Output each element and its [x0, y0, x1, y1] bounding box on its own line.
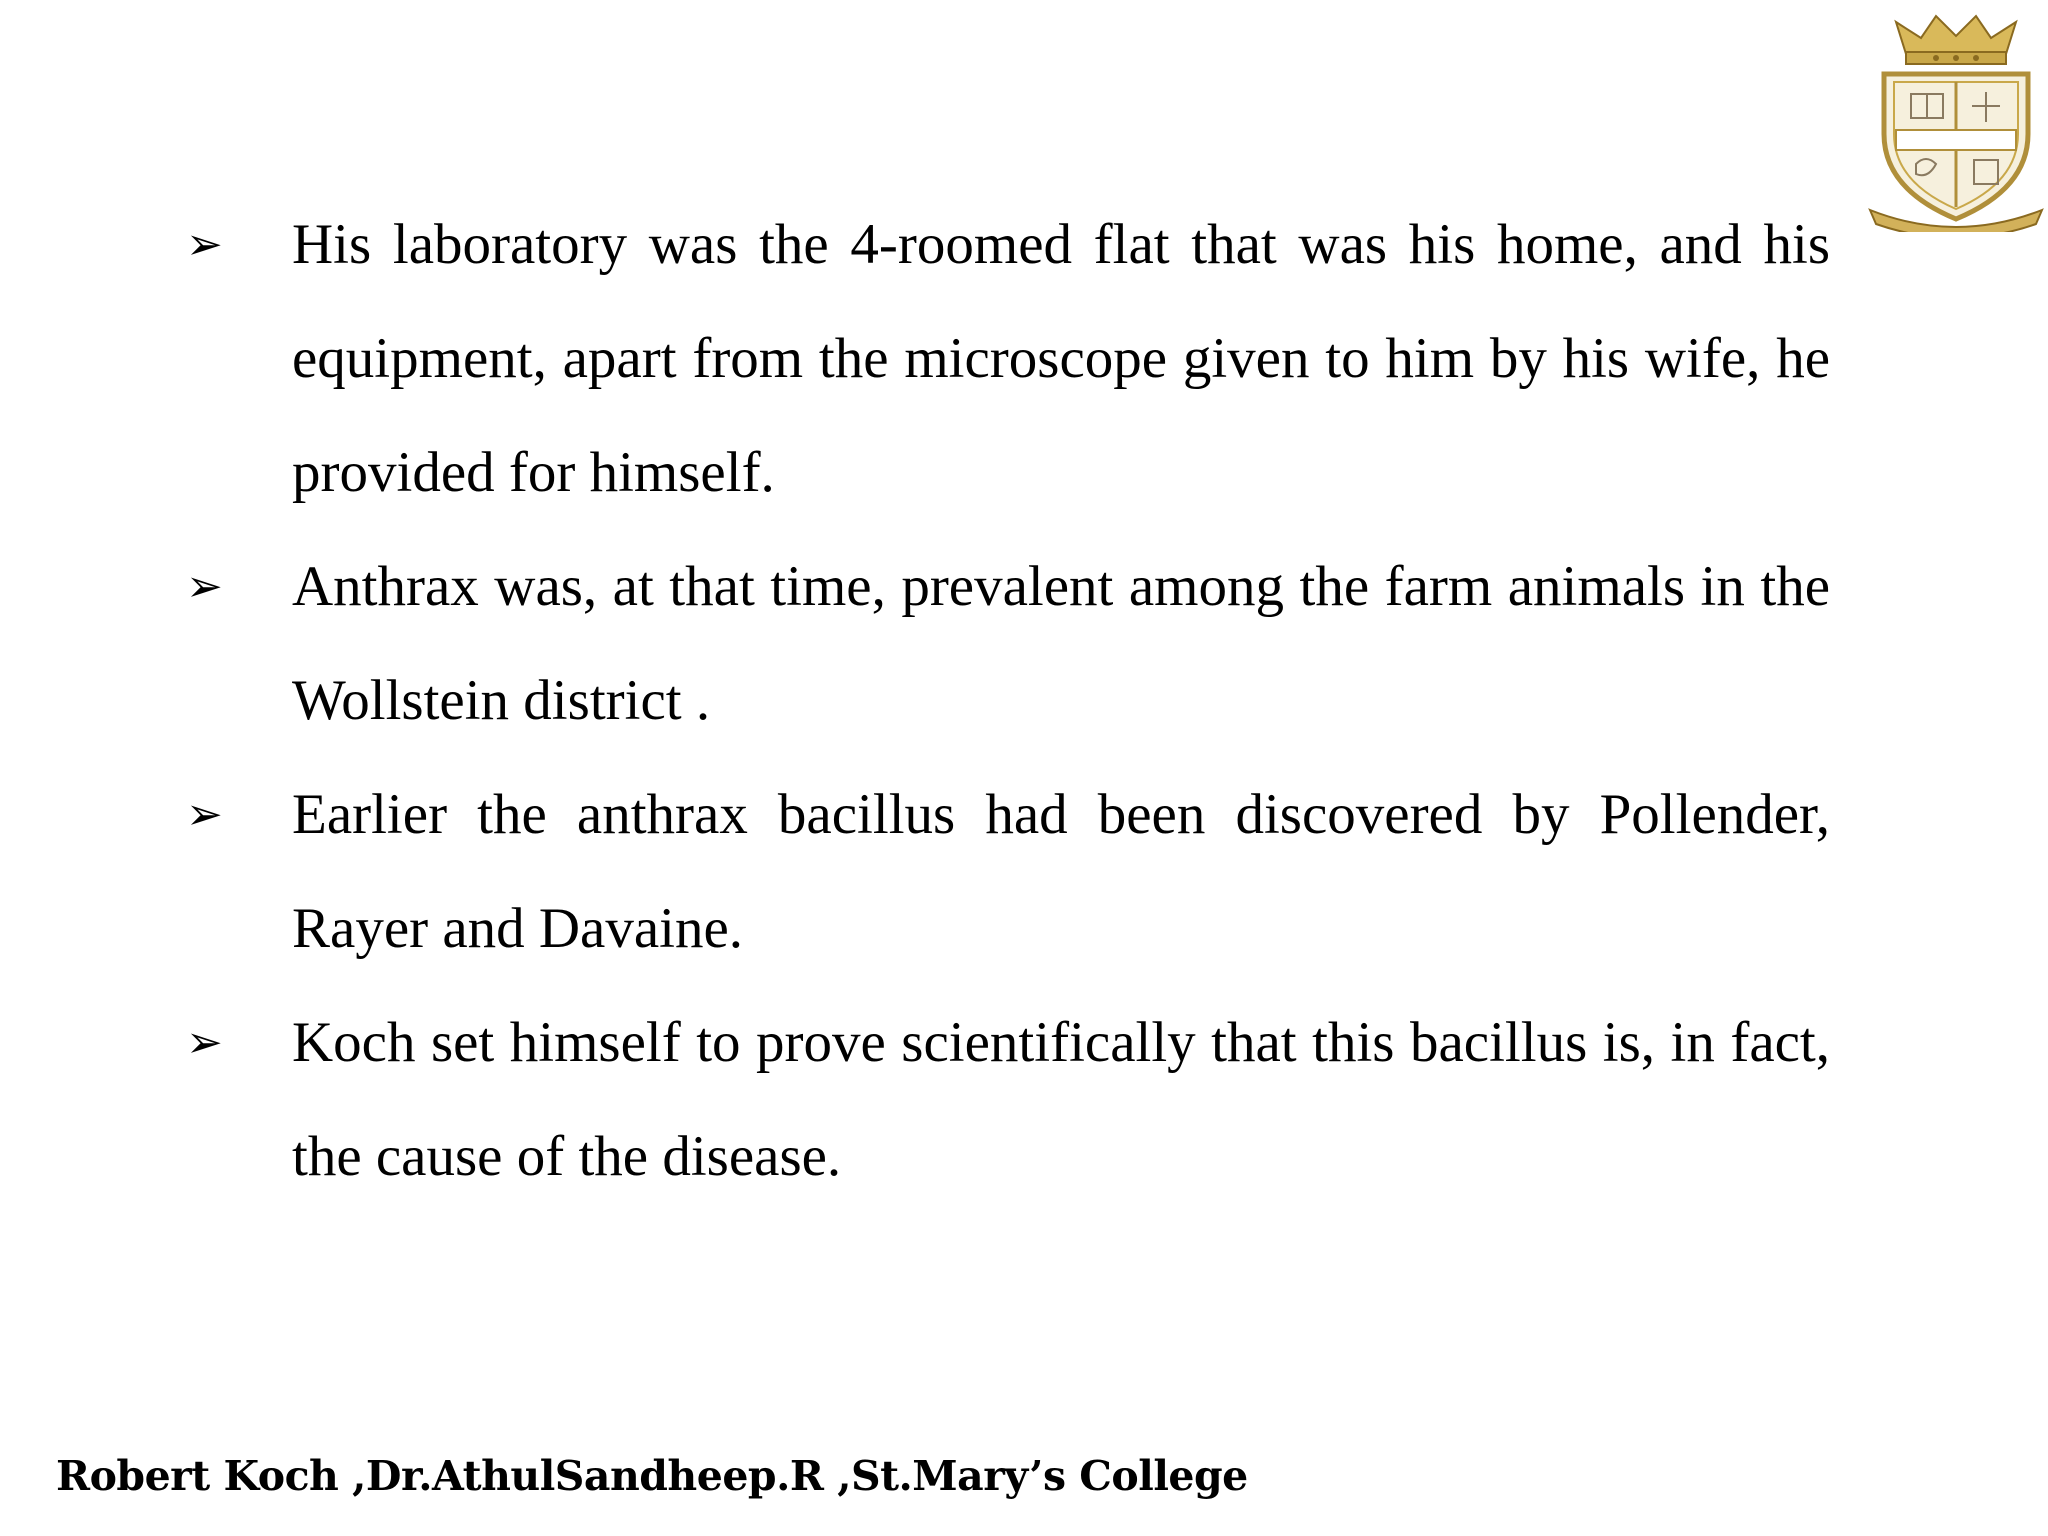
arrow-bullet-icon: ➢	[186, 561, 223, 612]
bullet-item	[186, 530, 1830, 758]
college-crest-icon	[1866, 14, 2046, 232]
bullet-text: Anthrax was, at that time, prevalent among the farm animals in the Wollstein district .	[292, 555, 1830, 732]
bullet-item	[186, 986, 1830, 1214]
bullet-item	[186, 188, 1830, 530]
bullet-text: Earlier the anthrax bacillus had been discovered by Pollender, Rayer and Davaine.	[292, 783, 1830, 960]
arrow-bullet-icon: ➢	[186, 219, 223, 270]
arrow-bullet-icon: ➢	[186, 1017, 223, 1068]
bullet-text: Koch set himself to prove scientifically that this bacillus is, in fact, the cause of the disease.	[292, 1011, 1830, 1188]
arrow-bullet-icon: ➢	[186, 789, 223, 840]
bullet-item	[186, 758, 1830, 986]
bullet-text: His laboratory was the 4-roomed flat that was his home, and his equipment, apart from the microscope given to him by his wife, he provided for himself.	[292, 213, 1830, 504]
bullet-list	[186, 188, 1830, 1214]
slide-footer: Robert Koch ,Dr.AthulSandheep.R ,St.Mary’s College	[56, 1452, 1248, 1500]
